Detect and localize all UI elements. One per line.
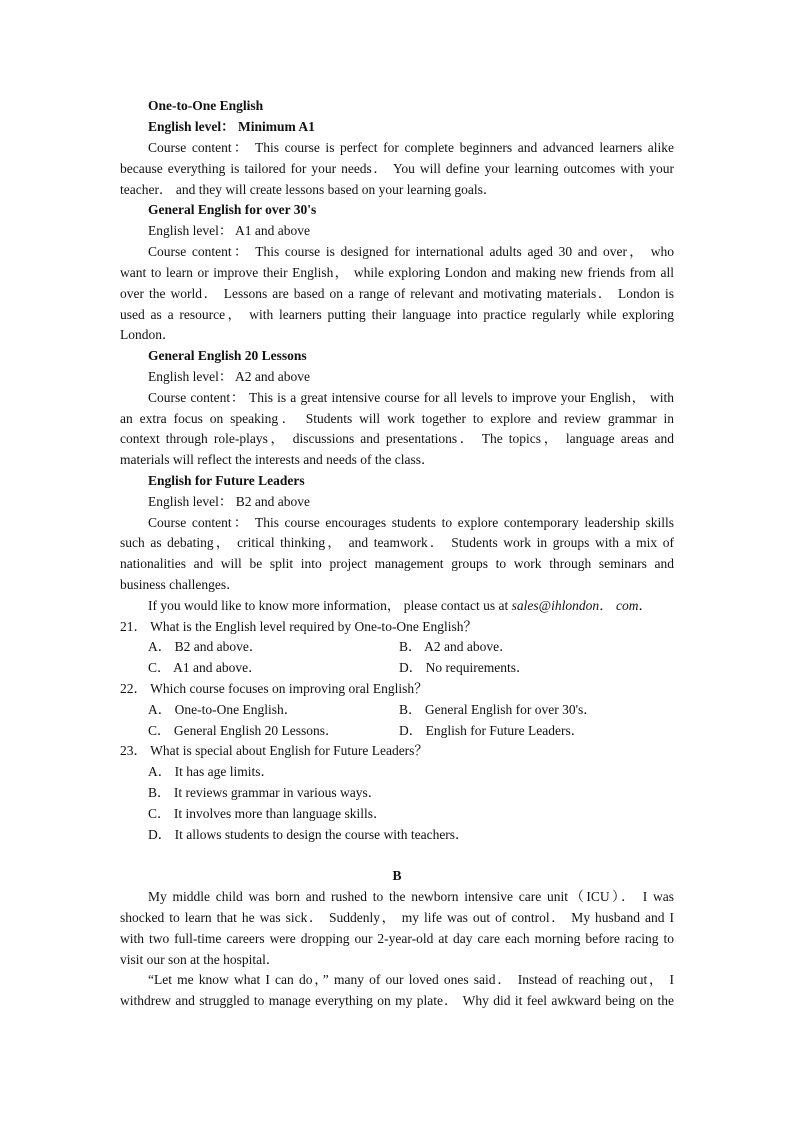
course-content-line: Course content： This is a great intensive course for all levels to improve your English， with: [148, 390, 674, 405]
course-content-line: such as debating， critical thinking， and teamwork． Students work in groups with a mix of: [120, 535, 674, 550]
course-level: English level： A1 and above: [148, 223, 310, 238]
course-content-line: over the world． Lessons are based on a range of relevant and motivating materials． London is: [120, 286, 674, 301]
option-c: C． General English 20 Lessons．: [148, 723, 339, 738]
course-content-line: nationalities and will be split into project management groups to work through seminars and: [120, 556, 674, 571]
contact-line: [148, 596, 652, 616]
course-level: English level： B2 and above: [148, 494, 310, 509]
section-heading: B: [392, 868, 402, 883]
option-b: B． General English for over 30's．: [399, 702, 597, 717]
paragraph-line: with two full-time careers were dropping our 2-year-old at day care each morning before racing to: [120, 931, 674, 946]
paragraph-line: withdrew and struggled to manage everything on my plate． Why did it feel awkward being on the: [120, 993, 674, 1008]
course-content-line: Course content： This course is perfect for complete beginners and advanced learners alike: [148, 140, 674, 155]
contact-email: sales@ihlondon． com: [511, 598, 639, 613]
course-content-line: Course content： This course encourages students to explore contemporary leadership skills: [148, 515, 674, 530]
course-title: English for Future Leaders: [148, 473, 305, 488]
option-c: C． A1 and above．: [148, 660, 262, 675]
question-stem: 22． Which course focuses on improving oral English？: [120, 681, 428, 696]
course-content-line: materials will reflect the interests and needs of the class．: [120, 452, 435, 467]
option-d: D． No requirements．: [399, 660, 530, 675]
paragraph-line: visit our son at the hospital．: [120, 952, 280, 967]
course-content-line: London．: [120, 327, 176, 342]
option-a: A． One-to-One English．: [148, 702, 298, 717]
course-content-line: context through role-plays， discussions and presentations． The topics， language areas and: [120, 431, 674, 446]
option-d: D． English for Future Leaders．: [399, 723, 585, 738]
course-level: English level： Minimum A1: [148, 119, 315, 134]
option-b: B． A2 and above．: [399, 639, 513, 654]
option-a: A． B2 and above．: [148, 639, 263, 654]
course-content-line: an extra focus on speaking． Students will work together to explore and review grammar in: [120, 411, 674, 426]
course-content-line: used as a resource， with learners putting their language into practice regularly while exploring: [120, 307, 674, 322]
course-title: General English for over 30's: [148, 202, 317, 217]
contact-end: ．: [638, 598, 652, 613]
option-b: B． It reviews grammar in various ways．: [148, 785, 382, 800]
option-a: A． It has age limits．: [148, 764, 274, 779]
option-d: D． It allows students to design the course with teachers．: [148, 827, 469, 842]
question-stem: 23． What is special about English for Future Leaders？: [120, 743, 428, 758]
course-content-line: want to learn or improve their English， while exploring London and making new friends from all: [120, 265, 674, 280]
paragraph-line: shocked to learn that he was sick． Suddenly， my life was out of control． My husband and I: [120, 910, 674, 925]
question-stem: 21． What is the English level required by One-to-One English？: [120, 619, 478, 634]
course-content-line: Course content： This course is designed for international adults aged 30 and over， who: [148, 244, 674, 259]
paragraph-line: My middle child was born and rushed to the newborn intensive care unit（ICU）． I was: [148, 889, 674, 904]
course-content-line: because everything is tailored for your needs． You will define your learning outcomes with your: [120, 161, 674, 176]
course-content-line: business challenges．: [120, 577, 240, 592]
course-title: General English 20 Lessons: [148, 348, 307, 363]
course-title: One-to-One English: [148, 98, 264, 113]
option-c: C． It involves more than language skills．: [148, 806, 387, 821]
contact-text: If you would like to know more information， please contact us at: [148, 598, 512, 613]
course-level: English level： A2 and above: [148, 369, 310, 384]
course-content-line: teacher． and they will create lessons based on your learning goals．: [120, 182, 497, 197]
paragraph-line: “Let me know what I can do，” many of our loved ones said． Instead of reaching out， I: [148, 972, 674, 987]
